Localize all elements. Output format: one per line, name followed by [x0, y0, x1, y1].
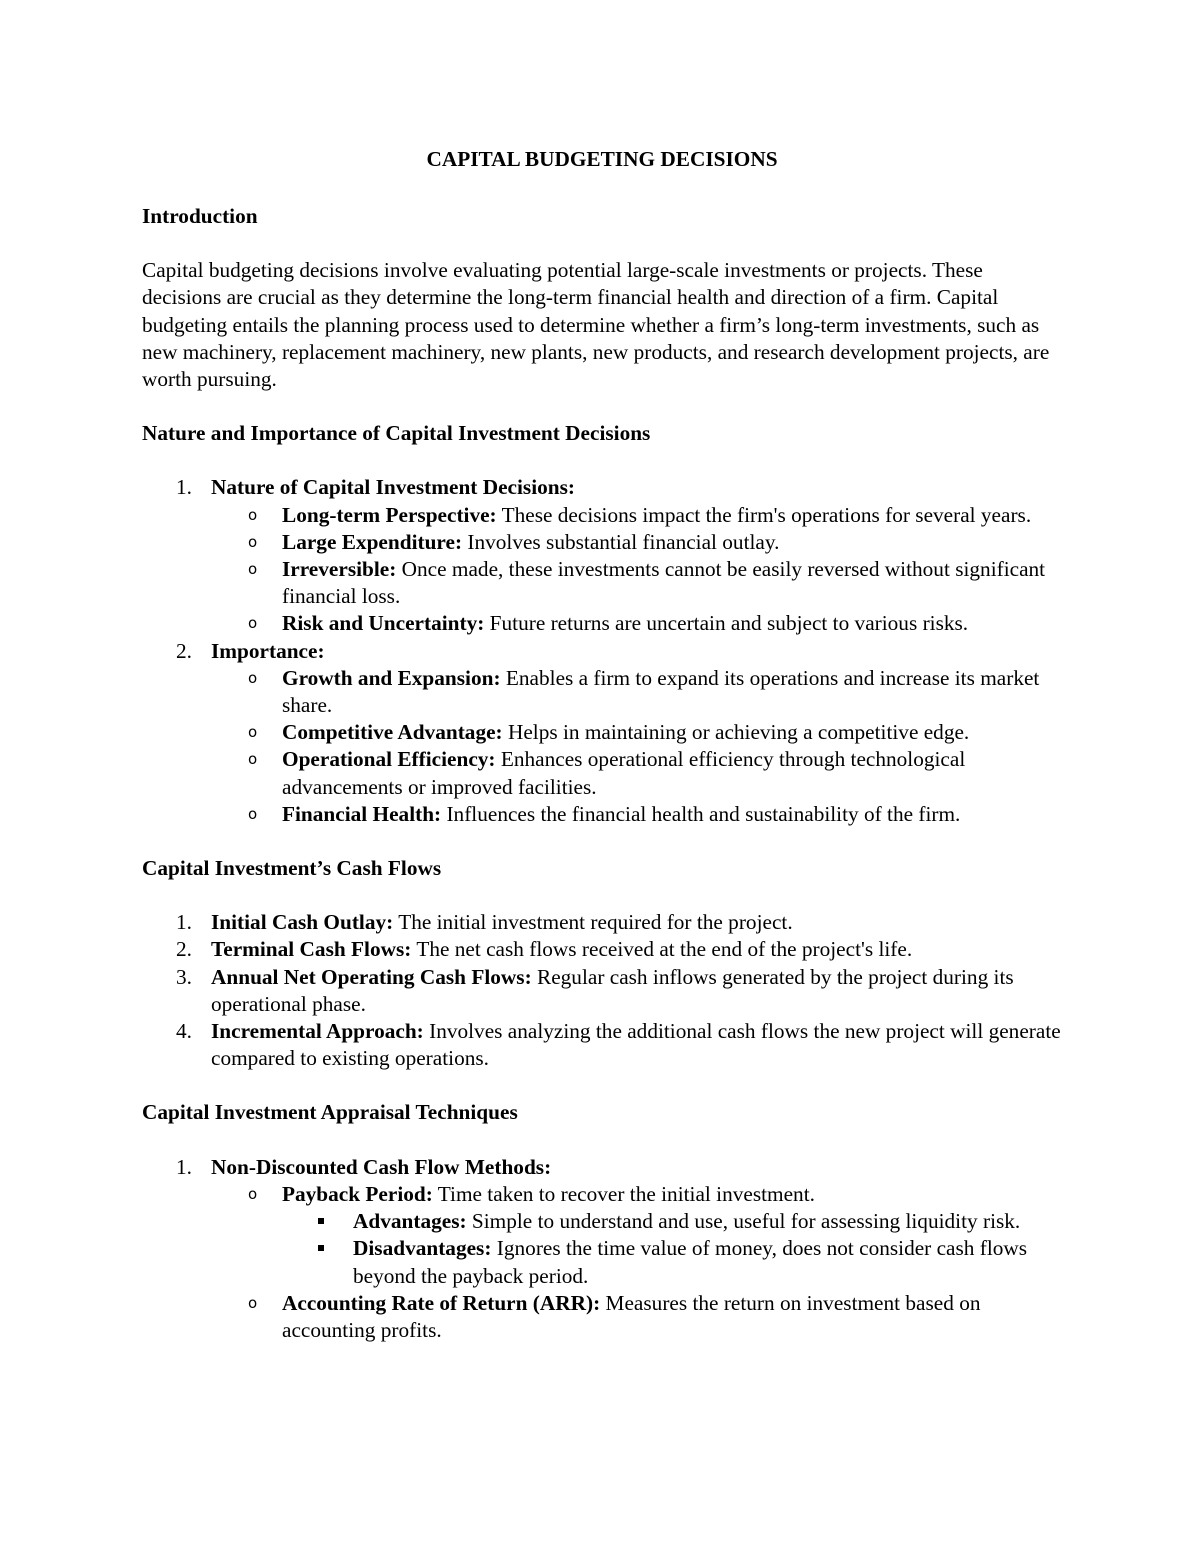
description: Influences the financial health and sustainability of the firm.: [441, 801, 961, 826]
sublist-item: [142, 719, 1062, 746]
description: Regular cash inflows generated by the project during its operational phase.: [211, 964, 1014, 1016]
section-heading-cash-flows: Capital Investment’s Cash Flows: [142, 856, 442, 881]
list-number: 1.: [176, 475, 192, 500]
description: Enhances operational efficiency through technological advancements or improved facilities.: [282, 747, 966, 799]
term: Growth and Expansion:: [282, 665, 501, 690]
square-bullet-icon: [318, 1245, 324, 1251]
square-bullet-icon: [318, 1218, 324, 1224]
list-item-label: Nature of Capital Investment Decisions:: [211, 475, 575, 500]
sublist-item: [142, 556, 1062, 610]
description: Enables a firm to expand its operations and increase its market share.: [282, 665, 1040, 718]
description: Time taken to recover the initial investment.: [432, 1181, 815, 1206]
list-item: [142, 936, 1062, 963]
intro-paragraph: Capital budgeting decisions involve evaluating potential large-scale investments or projects. These decisions are crucial as they determine the long-term financial health and direction of a firm. Capital budgeting entails the planning process used to determine whether a firm’s long-term investments, such as new machinery, replacement machinery, new plants, new products, and research development projects, are worth pursuing.: [142, 258, 1050, 392]
sublist: [211, 1181, 1062, 1344]
term: Initial Cash Outlay:: [211, 910, 394, 935]
circle-bullet-icon: o: [248, 804, 258, 823]
circle-bullet-icon: o: [248, 505, 258, 524]
description: Measures the return on investment based on accounting profits.: [282, 1290, 981, 1342]
list-item: [142, 474, 1062, 637]
list-item-label: Non-Discounted Cash Flow Methods:: [211, 1154, 552, 1179]
sublist-item: [142, 665, 1062, 719]
description: Simple to understand and use, useful for assessing liquidity risk.: [466, 1209, 1021, 1234]
list-number: 1.: [176, 910, 192, 935]
list-number: 3.: [176, 964, 192, 989]
sub-sublist-item: [142, 1235, 1062, 1289]
appraisal-list: [142, 1154, 1062, 1344]
term: Incremental Approach:: [211, 1019, 424, 1044]
term: Irreversible:: [282, 557, 397, 582]
term: Financial Health:: [282, 801, 442, 826]
nature-list: [142, 474, 1062, 828]
term: Payback Period:: [282, 1181, 433, 1206]
sublist-item: [142, 502, 1062, 529]
list-item: [142, 1154, 1062, 1344]
term: Disadvantages:: [353, 1236, 492, 1261]
circle-bullet-icon: o: [248, 1184, 258, 1203]
sublist: [211, 502, 1062, 638]
sublist-item: [142, 746, 1062, 800]
term: Terminal Cash Flows:: [211, 937, 412, 962]
sublist-item: [142, 801, 1062, 828]
sub-sublist: [282, 1208, 1062, 1290]
term: Advantages:: [353, 1209, 467, 1234]
list-item: [142, 964, 1062, 1018]
sublist: [211, 665, 1062, 828]
description: Helps in maintaining or achieving a competitive edge.: [502, 720, 970, 745]
sublist-item: [142, 610, 1062, 637]
circle-bullet-icon: o: [248, 1293, 258, 1312]
description: The initial investment required for the project.: [393, 910, 793, 935]
term: Risk and Uncertainty:: [282, 611, 485, 636]
term: Operational Efficiency:: [282, 747, 496, 772]
description: Future returns are uncertain and subject to various risks.: [484, 611, 969, 636]
document-page: [142, 144, 1062, 1371]
list-number: 2.: [176, 638, 192, 663]
description: Involves substantial financial outlay.: [462, 529, 780, 554]
list-number: 2.: [176, 937, 192, 962]
term: Accounting Rate of Return (ARR):: [282, 1290, 601, 1315]
term: Annual Net Operating Cash Flows:: [211, 964, 532, 989]
circle-bullet-icon: o: [248, 750, 258, 769]
description: Ignores the time value of money, does not consider cash flows beyond the payback period.: [353, 1236, 1028, 1288]
list-item: [142, 638, 1062, 828]
list-number: 1.: [176, 1154, 192, 1179]
circle-bullet-icon: o: [248, 614, 258, 633]
document-title: CAPITAL BUDGETING DECISIONS: [426, 147, 778, 171]
description: Involves analyzing the additional cash flows the new project will generate compared to existing operations.: [211, 1019, 1061, 1071]
sublist-item: [142, 1290, 1062, 1344]
section-heading-appraisal-techniques: Capital Investment Appraisal Techniques: [142, 1100, 518, 1125]
circle-bullet-icon: o: [248, 532, 258, 551]
section-heading-nature-importance: Nature and Importance of Capital Investment Decisions: [142, 421, 651, 446]
list-item-label: Importance:: [211, 638, 325, 663]
list-number: 4.: [176, 1019, 192, 1044]
circle-bullet-icon: o: [248, 723, 258, 742]
sub-sublist-item: [142, 1208, 1062, 1235]
circle-bullet-icon: o: [248, 560, 258, 579]
term: Long-term Perspective:: [282, 502, 497, 527]
term: Large Expenditure:: [282, 529, 463, 554]
circle-bullet-icon: o: [248, 668, 258, 687]
sublist-item: [142, 1181, 1062, 1290]
cash-flows-list: [142, 909, 1062, 1072]
term: Competitive Advantage:: [282, 720, 503, 745]
list-item: [142, 909, 1062, 936]
sublist-item: [142, 529, 1062, 556]
description: The net cash flows received at the end of the project's life.: [411, 937, 913, 962]
section-heading-introduction: Introduction: [142, 204, 258, 228]
list-item: [142, 1018, 1062, 1072]
description: These decisions impact the firm's operations for several years.: [496, 502, 1032, 527]
description: Once made, these investments cannot be easily reversed without significant financial loss.: [282, 557, 1046, 609]
